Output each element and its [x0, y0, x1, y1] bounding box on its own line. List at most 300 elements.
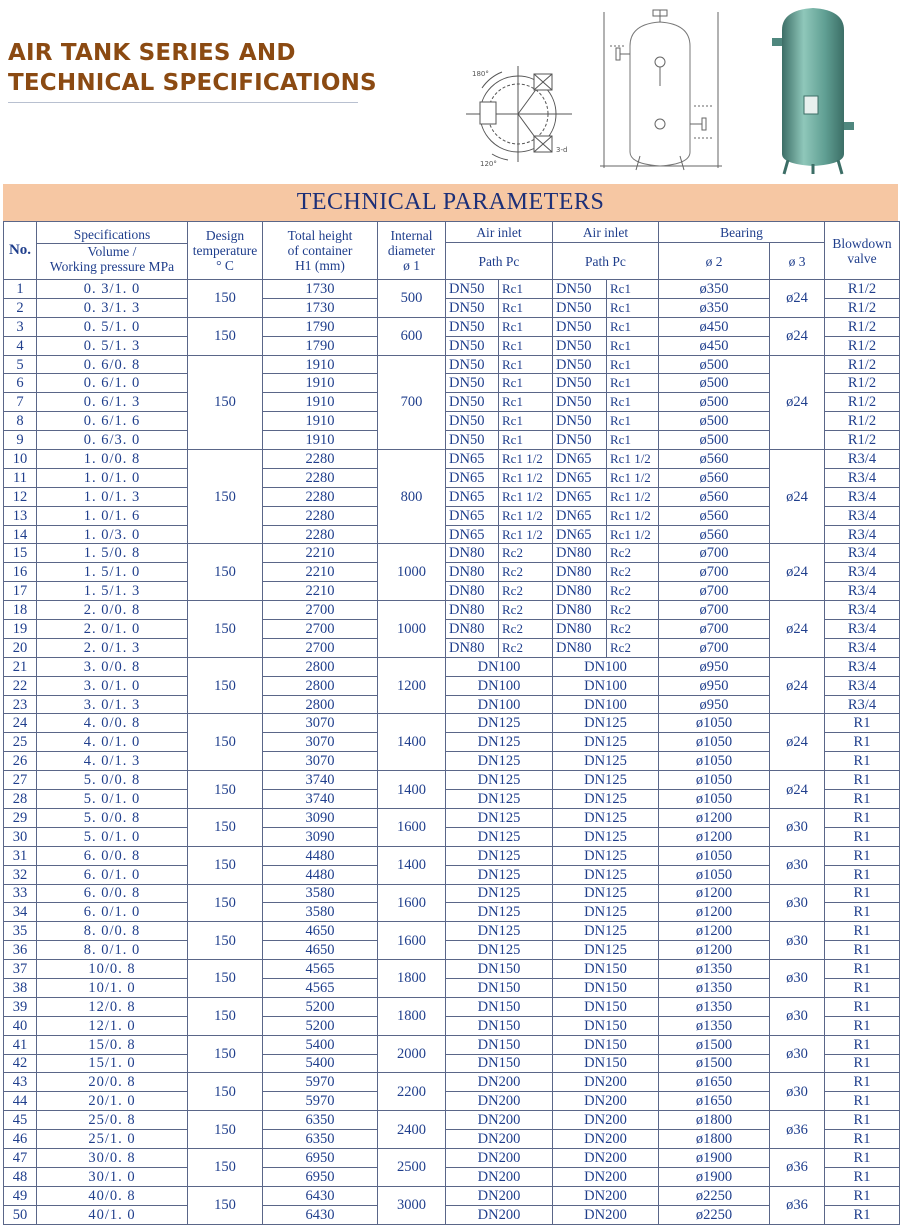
- table-row: [4, 657, 900, 676]
- blowdown-valve-cell: R1: [825, 922, 900, 941]
- blowdown-valve-cell: R3/4: [825, 563, 900, 582]
- blowdown-valve-cell: R1: [825, 1035, 900, 1054]
- table-row: [4, 1205, 900, 1224]
- height-cell: 6350: [263, 1111, 378, 1130]
- height-cell: 1790: [263, 317, 378, 336]
- inlet2-pc-cell: Rc2: [607, 563, 659, 582]
- bearing-phi2-cell: ø2250: [659, 1186, 770, 1205]
- spec-cell: 1. 0/1. 0: [37, 468, 188, 487]
- table-row: [4, 978, 900, 997]
- inlet-path-cell: DN125: [446, 903, 553, 922]
- blowdown-valve-cell: R1/2: [825, 431, 900, 450]
- row-number: 3: [4, 317, 37, 336]
- diameter-cell: 1600: [378, 808, 446, 846]
- col-header-dia-line1: Internal: [390, 228, 433, 243]
- col-header-air-inlet-1: Air inlet: [446, 222, 553, 243]
- height-cell: 2210: [263, 544, 378, 563]
- inlet-path-cell: DN125: [446, 733, 553, 752]
- spec-cell: 2. 0/1. 3: [37, 638, 188, 657]
- spec-cell: 4. 0/1. 3: [37, 752, 188, 771]
- height-cell: 2210: [263, 563, 378, 582]
- height-cell: 2800: [263, 657, 378, 676]
- blowdown-valve-cell: R1: [825, 1054, 900, 1073]
- spec-cell: 15/0. 8: [37, 1035, 188, 1054]
- inlet-path-cell: DN150: [446, 1035, 553, 1054]
- inlet2-path-cell: DN65: [553, 525, 607, 544]
- bearing-phi3-cell: ø30: [770, 1035, 825, 1073]
- inlet-pc-cell: Rc1: [499, 298, 553, 317]
- inlet-path-cell: DN100: [446, 676, 553, 695]
- inlet2-path-cell: DN150: [553, 978, 659, 997]
- inlet-pc-cell: Rc1: [499, 412, 553, 431]
- spec-cell: 1. 0/1. 3: [37, 487, 188, 506]
- spec-cell: 1. 5/1. 3: [37, 582, 188, 601]
- spec-cell: 0. 5/1. 3: [37, 336, 188, 355]
- height-cell: 1910: [263, 374, 378, 393]
- blowdown-valve-cell: R1: [825, 960, 900, 979]
- inlet-pc-cell: Rc1: [499, 355, 553, 374]
- height-cell: 3070: [263, 752, 378, 771]
- col-header-dia-line3: ø 1: [403, 258, 420, 273]
- table-row: [4, 280, 900, 299]
- bearing-phi2-cell: ø500: [659, 355, 770, 374]
- table-row: [4, 468, 900, 487]
- height-cell: 2280: [263, 487, 378, 506]
- blowdown-valve-cell: R1: [825, 1130, 900, 1149]
- bearing-phi2-cell: ø1050: [659, 865, 770, 884]
- table-row: [4, 733, 900, 752]
- inlet2-path-cell: DN125: [553, 827, 659, 846]
- table-row: [4, 1054, 900, 1073]
- inlet-pc-cell: Rc1 1/2: [499, 506, 553, 525]
- table-row: [4, 884, 900, 903]
- row-number: 9: [4, 431, 37, 450]
- table-row: [4, 544, 900, 563]
- col-header-path-pc-2: Path Pc: [553, 243, 659, 280]
- blowdown-valve-cell: R1: [825, 865, 900, 884]
- bearing-phi2-cell: ø560: [659, 525, 770, 544]
- inlet2-pc-cell: Rc1: [607, 355, 659, 374]
- bearing-phi3-cell: ø24: [770, 355, 825, 449]
- row-number: 41: [4, 1035, 37, 1054]
- height-cell: 3580: [263, 884, 378, 903]
- height-cell: 2280: [263, 506, 378, 525]
- bearing-phi2-cell: ø950: [659, 695, 770, 714]
- col-header-design-temp: [188, 222, 263, 280]
- design-temp-cell: 150: [188, 450, 263, 544]
- table-row: [4, 903, 900, 922]
- inlet2-path-cell: DN150: [553, 1054, 659, 1073]
- row-number: 38: [4, 978, 37, 997]
- height-cell: 5970: [263, 1092, 378, 1111]
- row-number: 25: [4, 733, 37, 752]
- height-cell: 5400: [263, 1035, 378, 1054]
- spec-cell: 1. 0/0. 8: [37, 450, 188, 469]
- spec-cell: 15/1. 0: [37, 1054, 188, 1073]
- height-cell: 4565: [263, 978, 378, 997]
- spec-cell: 4. 0/0. 8: [37, 714, 188, 733]
- spec-cell: 3. 0/0. 8: [37, 657, 188, 676]
- spec-cell: 5. 0/0. 8: [37, 771, 188, 790]
- row-number: 48: [4, 1167, 37, 1186]
- inlet-pc-cell: Rc1 1/2: [499, 487, 553, 506]
- inlet-path-cell: DN100: [446, 695, 553, 714]
- inlet2-path-cell: DN200: [553, 1186, 659, 1205]
- bearing-phi2-cell: ø1200: [659, 922, 770, 941]
- height-cell: 2210: [263, 582, 378, 601]
- blowdown-valve-cell: R1/2: [825, 374, 900, 393]
- diameter-cell: 600: [378, 317, 446, 355]
- blowdown-valve-cell: R1: [825, 978, 900, 997]
- blowdown-valve-cell: R1: [825, 1205, 900, 1224]
- diameter-cell: 500: [378, 280, 446, 318]
- row-number: 47: [4, 1148, 37, 1167]
- row-number: 19: [4, 620, 37, 639]
- inlet2-path-cell: DN125: [553, 790, 659, 809]
- inlet-path-cell: DN125: [446, 865, 553, 884]
- diameter-cell: 800: [378, 450, 446, 544]
- table-row: [4, 431, 900, 450]
- inlet2-path-cell: DN150: [553, 1016, 659, 1035]
- table-row: [4, 412, 900, 431]
- bearing-phi3-cell: ø24: [770, 317, 825, 355]
- table-row: [4, 790, 900, 809]
- height-cell: 5970: [263, 1073, 378, 1092]
- inlet-path-cell: DN200: [446, 1205, 553, 1224]
- table-row: [4, 827, 900, 846]
- bearing-phi3-cell: ø24: [770, 544, 825, 601]
- design-temp-cell: 150: [188, 355, 263, 449]
- inlet2-pc-cell: Rc1 1/2: [607, 506, 659, 525]
- row-number: 12: [4, 487, 37, 506]
- blowdown-valve-cell: R1: [825, 1148, 900, 1167]
- inlet-path-cell: DN50: [446, 412, 499, 431]
- bearing-phi2-cell: ø500: [659, 431, 770, 450]
- row-number: 27: [4, 771, 37, 790]
- height-cell: 2700: [263, 638, 378, 657]
- row-number: 26: [4, 752, 37, 771]
- inlet-path-cell: DN65: [446, 525, 499, 544]
- inlet2-pc-cell: Rc1: [607, 393, 659, 412]
- height-cell: 1910: [263, 412, 378, 431]
- inlet2-path-cell: DN80: [553, 620, 607, 639]
- spec-cell: 0. 3/1. 0: [37, 280, 188, 299]
- inlet2-path-cell: DN50: [553, 393, 607, 412]
- blowdown-valve-cell: R1/2: [825, 393, 900, 412]
- inlet2-path-cell: DN200: [553, 1167, 659, 1186]
- bearing-phi3-cell: ø30: [770, 1073, 825, 1111]
- bearing-phi2-cell: ø560: [659, 450, 770, 469]
- blowdown-valve-cell: R3/4: [825, 544, 900, 563]
- row-number: 34: [4, 903, 37, 922]
- inlet-pc-cell: Rc2: [499, 563, 553, 582]
- bearing-phi2-cell: ø450: [659, 317, 770, 336]
- col-header-air-inlet-2: Air inlet: [553, 222, 659, 243]
- table-row: [4, 1092, 900, 1111]
- spec-cell: 5. 0/1. 0: [37, 790, 188, 809]
- bearing-phi2-cell: ø1350: [659, 960, 770, 979]
- col-header-diameter: [378, 222, 446, 280]
- col-header-spec-line1: Specifications: [73, 227, 151, 242]
- table-row: [4, 601, 900, 620]
- row-number: 50: [4, 1205, 37, 1224]
- height-cell: 3740: [263, 771, 378, 790]
- inlet-pc-cell: Rc2: [499, 544, 553, 563]
- bearing-phi2-cell: ø1050: [659, 733, 770, 752]
- technical-parameters-banner: TECHNICAL PARAMETERS: [3, 184, 898, 221]
- height-cell: 6350: [263, 1130, 378, 1149]
- inlet2-path-cell: DN80: [553, 601, 607, 620]
- inlet-pc-cell: Rc1: [499, 336, 553, 355]
- inlet2-path-cell: DN50: [553, 374, 607, 393]
- inlet2-path-cell: DN125: [553, 865, 659, 884]
- spec-cell: 6. 0/0. 8: [37, 884, 188, 903]
- inlet-path-cell: DN125: [446, 790, 553, 809]
- row-number: 10: [4, 450, 37, 469]
- bearing-phi2-cell: ø350: [659, 280, 770, 299]
- spec-cell: 5. 0/0. 8: [37, 808, 188, 827]
- blowdown-valve-cell: R1: [825, 941, 900, 960]
- row-number: 46: [4, 1130, 37, 1149]
- table-row: [4, 808, 900, 827]
- spec-cell: 6. 0/0. 8: [37, 846, 188, 865]
- bearing-phi3-cell: ø36: [770, 1186, 825, 1224]
- inlet-path-cell: DN125: [446, 771, 553, 790]
- diameter-cell: 1400: [378, 846, 446, 884]
- inlet-path-cell: DN200: [446, 1186, 553, 1205]
- blowdown-valve-cell: R3/4: [825, 657, 900, 676]
- inlet2-path-cell: DN80: [553, 563, 607, 582]
- inlet2-path-cell: DN200: [553, 1148, 659, 1167]
- design-temp-cell: 150: [188, 884, 263, 922]
- inlet-path-cell: DN65: [446, 450, 499, 469]
- row-number: 43: [4, 1073, 37, 1092]
- design-temp-cell: 150: [188, 714, 263, 771]
- height-cell: 4480: [263, 846, 378, 865]
- inlet2-pc-cell: Rc1: [607, 431, 659, 450]
- col-header-temp-line1: Design: [205, 228, 245, 243]
- blowdown-valve-cell: R1: [825, 903, 900, 922]
- angle-label-120: 120°: [480, 160, 497, 168]
- inlet-pc-cell: Rc1: [499, 393, 553, 412]
- diameter-cell: 1600: [378, 884, 446, 922]
- table-row: [4, 506, 900, 525]
- row-number: 29: [4, 808, 37, 827]
- hole-label: 3-d: [556, 146, 568, 154]
- height-cell: 2700: [263, 620, 378, 639]
- spec-cell: 10/1. 0: [37, 978, 188, 997]
- bearing-phi2-cell: ø1200: [659, 903, 770, 922]
- row-number: 42: [4, 1054, 37, 1073]
- diameter-cell: 1000: [378, 544, 446, 601]
- design-temp-cell: 150: [188, 846, 263, 884]
- design-temp-cell: 150: [188, 1186, 263, 1224]
- bearing-phi2-cell: ø700: [659, 601, 770, 620]
- design-temp-cell: 150: [188, 1148, 263, 1186]
- inlet2-path-cell: DN80: [553, 638, 607, 657]
- blowdown-valve-cell: R1/2: [825, 317, 900, 336]
- bearing-phi3-cell: ø24: [770, 450, 825, 544]
- table-row: [4, 695, 900, 714]
- inlet2-path-cell: DN50: [553, 355, 607, 374]
- row-number: 39: [4, 997, 37, 1016]
- height-cell: 6430: [263, 1205, 378, 1224]
- inlet2-path-cell: DN125: [553, 714, 659, 733]
- spec-cell: 20/0. 8: [37, 1073, 188, 1092]
- col-header-no: No.: [4, 222, 37, 280]
- row-number: 20: [4, 638, 37, 657]
- blowdown-valve-cell: R1: [825, 790, 900, 809]
- table-row: [4, 960, 900, 979]
- inlet2-path-cell: DN50: [553, 336, 607, 355]
- blowdown-valve-cell: R1: [825, 1016, 900, 1035]
- inlet2-pc-cell: Rc2: [607, 601, 659, 620]
- page-title: [8, 38, 377, 98]
- bearing-phi2-cell: ø700: [659, 544, 770, 563]
- height-cell: 5200: [263, 997, 378, 1016]
- height-cell: 3580: [263, 903, 378, 922]
- bearing-phi2-cell: ø1050: [659, 714, 770, 733]
- diameter-cell: 1800: [378, 960, 446, 998]
- inlet2-pc-cell: Rc1 1/2: [607, 525, 659, 544]
- inlet-pc-cell: Rc1 1/2: [499, 468, 553, 487]
- table-row: [4, 1130, 900, 1149]
- height-cell: 5200: [263, 1016, 378, 1035]
- inlet-pc-cell: Rc1 1/2: [499, 525, 553, 544]
- bearing-phi2-cell: ø700: [659, 620, 770, 639]
- height-cell: 1730: [263, 280, 378, 299]
- inlet2-path-cell: DN100: [553, 657, 659, 676]
- inlet2-path-cell: DN50: [553, 280, 607, 299]
- row-number: 24: [4, 714, 37, 733]
- inlet-path-cell: DN50: [446, 355, 499, 374]
- bearing-phi2-cell: ø1650: [659, 1092, 770, 1111]
- blowdown-valve-cell: R1: [825, 997, 900, 1016]
- inlet-pc-cell: Rc1: [499, 280, 553, 299]
- height-cell: 3070: [263, 733, 378, 752]
- bearing-phi2-cell: ø1200: [659, 941, 770, 960]
- inlet-path-cell: DN100: [446, 657, 553, 676]
- blowdown-valve-cell: R3/4: [825, 638, 900, 657]
- blowdown-valve-cell: R1: [825, 1073, 900, 1092]
- inlet-path-cell: DN125: [446, 922, 553, 941]
- inlet2-path-cell: DN125: [553, 941, 659, 960]
- inlet2-path-cell: DN50: [553, 412, 607, 431]
- bearing-phi2-cell: ø1350: [659, 978, 770, 997]
- bearing-phi2-cell: ø560: [659, 487, 770, 506]
- inlet-path-cell: DN200: [446, 1111, 553, 1130]
- inlet2-path-cell: DN65: [553, 487, 607, 506]
- col-header-height-line3: H1 (mm): [295, 258, 345, 273]
- design-temp-cell: 150: [188, 1035, 263, 1073]
- diameter-cell: 2500: [378, 1148, 446, 1186]
- col-header-temp-line3: ° C: [216, 258, 234, 273]
- inlet-path-cell: DN50: [446, 374, 499, 393]
- spec-cell: 12/0. 8: [37, 997, 188, 1016]
- inlet2-path-cell: DN80: [553, 582, 607, 601]
- bearing-phi2-cell: ø500: [659, 374, 770, 393]
- table-row: [4, 563, 900, 582]
- blowdown-valve-cell: R3/4: [825, 695, 900, 714]
- row-number: 13: [4, 506, 37, 525]
- blowdown-valve-cell: R1: [825, 884, 900, 903]
- bearing-phi3-cell: ø30: [770, 922, 825, 960]
- bearing-phi2-cell: ø700: [659, 563, 770, 582]
- spec-cell: 8. 0/1. 0: [37, 941, 188, 960]
- top-view-drawing: [462, 62, 580, 170]
- inlet-pc-cell: Rc1: [499, 317, 553, 336]
- inlet2-pc-cell: Rc1 1/2: [607, 468, 659, 487]
- row-number: 16: [4, 563, 37, 582]
- inlet2-path-cell: DN50: [553, 298, 607, 317]
- bearing-phi2-cell: ø350: [659, 298, 770, 317]
- diameter-cell: 1800: [378, 997, 446, 1035]
- bearing-phi2-cell: ø500: [659, 393, 770, 412]
- bearing-phi2-cell: ø450: [659, 336, 770, 355]
- height-cell: 2800: [263, 695, 378, 714]
- inlet2-path-cell: DN150: [553, 960, 659, 979]
- row-number: 32: [4, 865, 37, 884]
- inlet-path-cell: DN50: [446, 431, 499, 450]
- row-number: 18: [4, 601, 37, 620]
- bearing-phi2-cell: ø1900: [659, 1167, 770, 1186]
- spec-cell: 4. 0/1. 0: [37, 733, 188, 752]
- inlet2-path-cell: DN150: [553, 1035, 659, 1054]
- inlet2-path-cell: DN200: [553, 1205, 659, 1224]
- row-number: 28: [4, 790, 37, 809]
- bearing-phi3-cell: ø24: [770, 280, 825, 318]
- table-row: [4, 336, 900, 355]
- spec-cell: 2. 0/1. 0: [37, 620, 188, 639]
- table-row: [4, 1035, 900, 1054]
- blowdown-valve-cell: R1/2: [825, 298, 900, 317]
- table-row: [4, 676, 900, 695]
- height-cell: 6430: [263, 1186, 378, 1205]
- table-header: [4, 222, 900, 280]
- inlet-pc-cell: Rc1: [499, 374, 553, 393]
- table-row: [4, 1073, 900, 1092]
- inlet2-path-cell: DN125: [553, 752, 659, 771]
- bearing-phi3-cell: ø30: [770, 997, 825, 1035]
- inlet-path-cell: DN65: [446, 506, 499, 525]
- diameter-cell: 1000: [378, 601, 446, 658]
- bearing-phi2-cell: ø700: [659, 582, 770, 601]
- diameter-cell: 2000: [378, 1035, 446, 1073]
- inlet-path-cell: DN150: [446, 997, 553, 1016]
- table-row: [4, 997, 900, 1016]
- spec-cell: 6. 0/1. 0: [37, 903, 188, 922]
- blowdown-valve-cell: R1: [825, 733, 900, 752]
- spec-cell: 3. 0/1. 0: [37, 676, 188, 695]
- inlet-path-cell: DN125: [446, 941, 553, 960]
- col-header-spec-line2: Volume /: [37, 243, 187, 259]
- table-row: [4, 865, 900, 884]
- inlet-path-cell: DN50: [446, 336, 499, 355]
- height-cell: 4480: [263, 865, 378, 884]
- inlet-path-cell: DN80: [446, 601, 499, 620]
- inlet-path-cell: DN150: [446, 1016, 553, 1035]
- blowdown-valve-cell: R1/2: [825, 336, 900, 355]
- spec-cell: 1. 0/3. 0: [37, 525, 188, 544]
- col-header-blowdown-line2: valve: [847, 250, 877, 266]
- inlet2-path-cell: DN65: [553, 506, 607, 525]
- design-temp-cell: 150: [188, 544, 263, 601]
- spec-cell: 1. 0/1. 6: [37, 506, 188, 525]
- bearing-phi2-cell: ø560: [659, 468, 770, 487]
- inlet-path-cell: DN80: [446, 582, 499, 601]
- inlet2-pc-cell: Rc1 1/2: [607, 450, 659, 469]
- blowdown-valve-cell: R1: [825, 827, 900, 846]
